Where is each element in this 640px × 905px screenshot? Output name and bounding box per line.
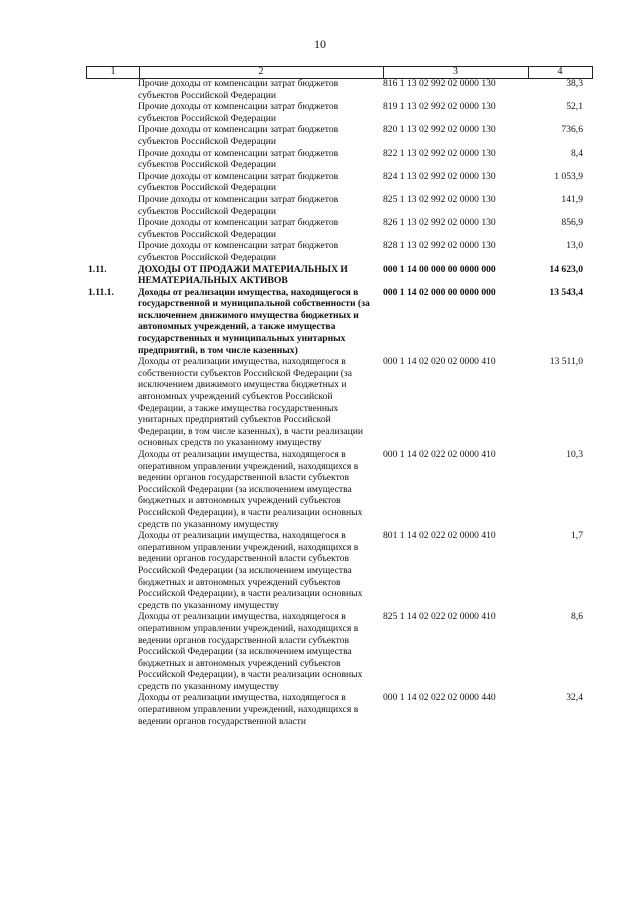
- table-row: [86, 611, 591, 692]
- table-row: [86, 194, 591, 217]
- table-row: [86, 356, 591, 449]
- table-row: [86, 124, 591, 147]
- page-number: 10: [314, 37, 326, 51]
- row-amount: 8,4: [571, 147, 583, 159]
- row-amount: 14 623,0: [549, 263, 583, 275]
- row-code: 000 1 14 02 000 00 0000 000: [383, 286, 496, 298]
- row-name: Доходы от реализации имущества, находящегося в государственной и муниципальной собственности (за исключением движимого имущества бюджетных и автономных учреждений, а также имущества государственных и муниципальных унитарных предприятий, в том числе казенных): [138, 286, 370, 356]
- row-code: 801 1 14 02 022 02 0000 410: [383, 530, 496, 542]
- row-number: 1.11.1.: [88, 286, 114, 298]
- header-col-3: 3: [453, 66, 458, 77]
- table-row: [86, 287, 591, 357]
- row-name: Прочие доходы от компенсации затрат бюджетов субъектов Российской Федерации: [138, 240, 339, 263]
- row-code: 000 1 14 02 022 02 0000 410: [383, 449, 496, 460]
- row-code: 819 1 13 02 992 02 0000 130: [383, 101, 496, 113]
- row-code: 825 1 14 02 022 02 0000 410: [383, 611, 496, 623]
- row-code: 000 1 14 00 000 00 0000 000: [383, 263, 496, 275]
- row-name: Прочие доходы от компенсации затрат бюджетов субъектов Российской Федерации: [138, 170, 339, 194]
- row-code: 820 1 13 02 992 02 0000 130: [383, 124, 496, 136]
- table-row: [86, 264, 591, 287]
- table-row: [86, 692, 591, 727]
- row-amount: 141,9: [561, 193, 583, 205]
- row-code: 816 1 13 02 992 02 0000 130: [383, 78, 496, 89]
- row-name: Прочие доходы от компенсации затрат бюджетов субъектов Российской Федерации: [138, 193, 339, 217]
- revenue-table: [86, 78, 591, 727]
- row-code: 000 1 14 02 022 02 0000 440: [383, 692, 496, 704]
- row-name: Прочие доходы от компенсации затрат бюджетов субъектов Российской Федерации: [138, 101, 339, 124]
- table-row: [86, 530, 591, 611]
- header-col-2: 2: [258, 66, 264, 77]
- row-name: ДОХОДЫ ОТ ПРОДАЖИ МАТЕРИАЛЬНЫХ И НЕМАТЕРИАЛЬНЫХ АКТИВОВ: [138, 263, 348, 287]
- header-col-4: 4: [557, 66, 563, 77]
- table-row: [86, 240, 591, 263]
- row-amount: 1 053,9: [554, 170, 583, 182]
- row-amount: 8,6: [571, 611, 583, 623]
- table-row: [86, 171, 591, 194]
- row-code: 825 1 13 02 992 02 0000 130: [383, 193, 496, 205]
- row-amount: 13 543,4: [549, 286, 583, 298]
- row-name: Прочие доходы от компенсации затрат бюджетов субъектов Российской Федерации: [138, 124, 339, 147]
- row-name: Доходы от реализации имущества, находящегося в оперативном управлении учреждений, находящихся в ведении органов государственной власти субъектов Российской Федерации (за исключением имущества бюджетных и автономных учреждений субъектов Российской Федерации), в части реализации основных средств по указанному имуществу: [138, 449, 363, 530]
- table-row: [86, 148, 591, 171]
- row-amount: 13,0: [566, 240, 583, 252]
- row-amount: 32,4: [566, 692, 583, 704]
- table-row: [86, 78, 591, 101]
- row-code: 824 1 13 02 992 02 0000 130: [383, 170, 496, 182]
- row-amount: 10,3: [566, 449, 583, 460]
- row-amount: 52,1: [566, 101, 583, 113]
- row-name: Доходы от реализации имущества, находящегося в оперативном управлении учреждений, находящихся в ведении органов государственной власти субъектов Российской Федерации (за исключением имущества бюджетных и автономных учреждений субъектов Российской Федерации), в части реализации основных средств по указанному имуществу: [138, 611, 363, 692]
- table-row: [86, 101, 591, 124]
- row-name: Прочие доходы от компенсации затрат бюджетов субъектов Российской Федерации: [138, 147, 339, 171]
- row-amount: 736,6: [561, 124, 583, 136]
- row-code: 828 1 13 02 992 02 0000 130: [383, 240, 496, 252]
- row-amount: 13 511,0: [549, 356, 583, 368]
- row-name: Доходы от реализации имущества, находящегося в оперативном управлении учреждений, находящихся в ведении органов государственной власти: [138, 692, 359, 727]
- row-amount: 38,3: [566, 78, 583, 89]
- row-number: 1.11.: [88, 263, 107, 275]
- row-amount: 856,9: [561, 217, 583, 229]
- row-code: 000 1 14 02 020 02 0000 410: [383, 356, 496, 368]
- row-amount: 1,7: [571, 530, 583, 542]
- row-name: Прочие доходы от компенсации затрат бюджетов субъектов Российской Федерации: [138, 217, 339, 240]
- row-name: Доходы от реализации имущества, находящегося в собственности субъектов Российской Федерации (за исключением движимого имущества бюджетных и автономных учреждений субъектов Российской Федерации, а также имущества государственных унитарных предприятий субъектов Российской Федерации, в том числе казенных), в части реализации основных средств по указанному имуществу: [138, 356, 364, 449]
- row-code: 826 1 13 02 992 02 0000 130: [383, 217, 496, 229]
- row-name: Доходы от реализации имущества, находящегося в оперативном управлении учреждений, находящихся в ведении органов государственной власти субъектов Российской Федерации (за исключением имущества бюджетных и автономных учреждений субъектов Российской Федерации), в части реализации основных средств по указанному имуществу: [138, 530, 363, 611]
- row-code: 822 1 13 02 992 02 0000 130: [383, 147, 496, 159]
- table-row: [86, 449, 591, 530]
- row-name: Прочие доходы от компенсации затрат бюджетов субъектов Российской Федерации: [138, 78, 339, 101]
- table-row: [86, 217, 591, 240]
- header-col-1: 1: [110, 66, 116, 77]
